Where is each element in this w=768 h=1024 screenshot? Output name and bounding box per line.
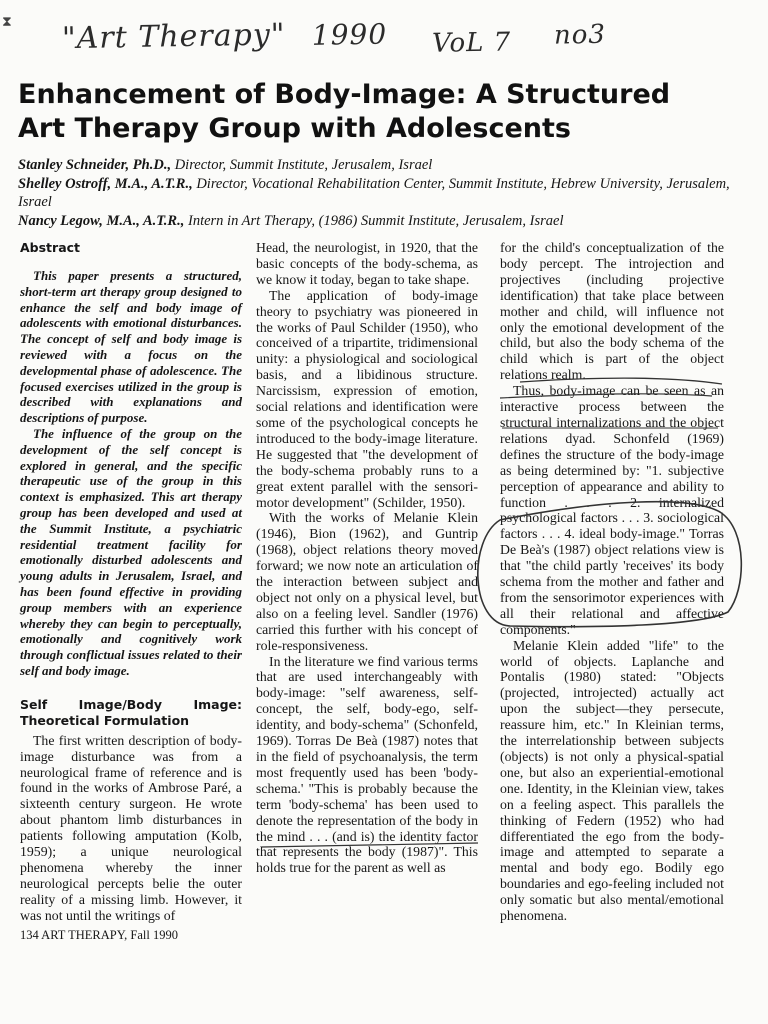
page-footer: 134 ART THERAPY, Fall 1990 <box>20 928 178 942</box>
handwritten-year: 1990 <box>311 17 388 52</box>
column-3 <box>500 240 724 924</box>
body-paragraph: In the literature we find various terms that are used interchangeably with body-image: "self awareness, self-concept, the self, body-ego, self-identity, and body-schema" (Schonfeld, 1969). Torras De Beà (1987) notes that in the field of psychoanalysis, the term most frequently used has been 'body-schema.' "This is probably because the term 'body-schema' has been used to denote the representation of the body in the mind . . . (and is) the identity factor that represents the body (1987)". This holds true for the parent as well as <box>256 653 478 876</box>
author-name: Nancy Legow, M.A., A.T.R., <box>18 212 185 229</box>
body-paragraph: The application of body-image theory to psychiatry was pioneered in the works of Paul Schilder (1950), who conceived of a tripartite, tridimensional unity: a physiological and sociological basis, and a libidinous structure. Narcissism, expression of emotion, social relations and identification were some of the psychological concepts he introduced to the body-image literature. He suggested that "the development of the body-schema probably runs to a great extent parallel with the sensori-motor development" (Schilder, 1950). <box>256 287 478 510</box>
body-paragraph: With the works of Melanie Klein (1946), Bion (1962), and Guntrip (1968), object relations theory moved forward; we now note an articulation of the interaction between subject and object not only on a physical level, but also on a feeling level. Sandler (1976) carried this further with his concept of role-responsiveness. <box>256 510 478 653</box>
abstract-paragraph: The influence of the group on the development of the self concept is explored in general, and the specific therapeutic use of the group in this context is emphasized. This art therapy group has been developed and used at the Summit Institute, a psychiatric residential treatment facility for emotionally disturbed adolescents and young adults in Jerusalem, Israel, and has been found effective in providing group members with an experience whereby they can begin to perceptually, emotionally and cognitively work through conflictual issues related to their self and body image. <box>20 425 242 678</box>
author-affiliation: Director, Vocational Rehabilitation Center, Summit Institute, Hebrew University, Jerusalem, Israel <box>18 175 730 210</box>
handwritten-journal-name: "Art Therapy" <box>61 17 286 57</box>
title-line-2: Art Therapy Group with Adolescents <box>18 113 571 144</box>
author-name: Shelley Ostroff, M.A., A.T.R., <box>18 175 193 192</box>
body-paragraph: Melanie Klein added "life" to the world of objects. Laplanche and Pontalis (1980) stated: "Objects (projected, introjected) actually act upon the subject—they persecute, reassure him, etc." In Kleinian terms, the interrelationship between subjects (objects) is not only a physical-spatial one, but also an experiential-emotional one. Identity, in the Kleinian view, takes on a feeling aspect. This parallels the thinking of Federn (1952) who had differentiated the ego from the body-image and attempted to separate a mental and body ego. Bodily ego boundaries and ego-feeling included not only somatic but also mental/emotional phenomena. <box>500 637 724 924</box>
author-name: Stanley Schneider, Ph.D., <box>18 157 172 173</box>
margin-scribble-icon: ⧗ <box>2 14 12 30</box>
handwritten-citation <box>62 5 663 77</box>
abstract-paragraph: This paper presents a structured, short-term art therapy group designed to enhance the self and body image of adolescents with emotional disturbances. The concept of self and body image is reviewed with a focus on the developmental phase of adolescence. The focused exercises utilized in the group is described with explanations and descriptions of purpose. <box>20 268 242 426</box>
abstract-heading: Abstract <box>20 240 81 255</box>
author-list <box>18 156 738 230</box>
column-2 <box>256 240 478 876</box>
body-paragraph: Head, the neurologist, in 1920, that the basic concepts of the body-schema, as we know it today, began to take shape. <box>256 240 478 287</box>
abstract-body <box>20 268 242 679</box>
body-paragraph: for the child's conceptualization of the body percept. The introjection and projectives (including projective identification) that take place between mother and child, will influence not only the emotional development of the child, but also the body schema of the child which is part of the object relations realm. <box>500 240 724 383</box>
body-paragraph: The first written description of body-image disturbance was from a neurological frame of reference and is found in the works of Ambrose Paré, a sixteenth century surgeon. He wrote about phantom limb disturbances in patients following amputation (Kolb, 1959); a unique neurological phenomena whereby the inner neurological percepts belie the outer reality of a missing limb. However, it was not until the writings of <box>20 732 242 923</box>
author-affiliation: Director, Summit Institute, Jerusalem, Israel <box>171 157 433 173</box>
body-paragraph: Thus, body-image can be seen as an interactive process between the structural internalizations and the object relations dyad. Schonfeld (1969) defines the structure of the body-image as being determined by: "1. subjective perception of appearance and ability to function . . . 2. internalized psychological factors . . . 3. sociological factors . . . 4. ideal body-image." Torras De Beà's (1987) object relations view is that "the child partly 'receives' its body schema from the mother and father and from the sensorimotor experiences with all their relational and affective components." <box>500 383 724 637</box>
section-heading: Self Image/Body Image: Theoretical Formulation <box>20 696 242 728</box>
article-title <box>18 78 718 146</box>
handwritten-volume: VoL 7 <box>431 27 512 59</box>
author-entry <box>18 212 738 231</box>
handwritten-issue: no3 <box>553 19 607 51</box>
column-1 <box>20 240 242 924</box>
author-entry <box>18 175 738 212</box>
title-line-1: Enhancement of Body-Image: A Structured <box>18 79 671 110</box>
author-affiliation: Intern in Art Therapy, (1986) Summit Institute, Jerusalem, Israel <box>184 212 564 229</box>
author-entry <box>18 156 738 175</box>
